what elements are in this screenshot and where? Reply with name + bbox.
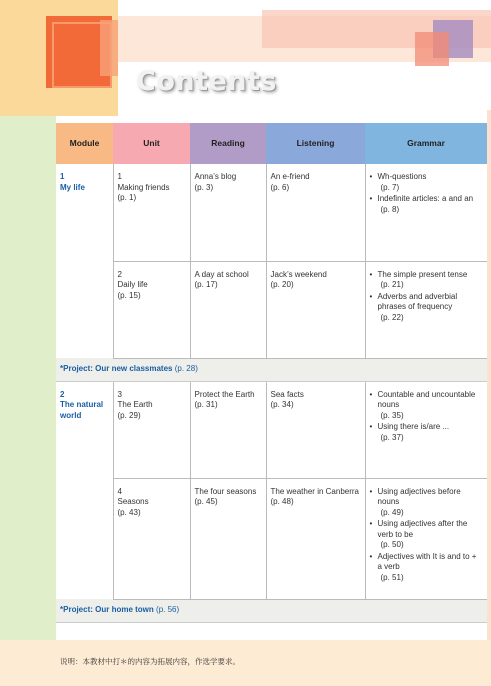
module-name: My life	[60, 182, 85, 192]
listening-cell	[266, 164, 365, 261]
project-label: *Project: Our new classmates	[60, 363, 173, 373]
grammar-cell	[365, 381, 487, 478]
red-square	[415, 32, 449, 66]
reading-title: Protect the Earth	[194, 389, 255, 399]
header-reading: Reading	[190, 123, 266, 164]
listening-cell	[266, 381, 365, 478]
page-title: Contents	[136, 66, 278, 97]
listening-title: The weather in Canberra	[270, 486, 359, 496]
unit-title: Daily life	[117, 280, 148, 289]
unit-page: (p. 15)	[117, 290, 141, 300]
header-module: Module	[56, 123, 113, 164]
reading-title: A day at school	[194, 269, 249, 279]
project-cell	[56, 358, 487, 381]
unit-title: Seasons	[117, 497, 149, 506]
grammar-cell	[365, 164, 487, 261]
contents-table	[56, 123, 487, 623]
reading-cell	[190, 381, 266, 478]
orange-small-square	[100, 20, 118, 76]
grammar-item: • Countable and uncountable nouns (p. 35)	[370, 390, 484, 422]
reading-page: (p. 45)	[194, 497, 218, 506]
reading-cell	[190, 261, 266, 358]
unit-cell	[113, 381, 190, 478]
listening-page: (p. 6)	[270, 182, 290, 192]
module-cell	[56, 164, 113, 358]
listening-cell	[266, 261, 365, 358]
reading-cell	[190, 478, 266, 599]
header-listening: Listening	[266, 123, 365, 164]
table-row	[56, 381, 487, 478]
unit-cell	[113, 478, 190, 599]
module-cell	[56, 381, 113, 599]
listening-page: (p. 20)	[270, 280, 294, 289]
unit-title: The Earth	[117, 400, 153, 409]
listening-cell	[266, 478, 365, 599]
grammar-cell	[365, 478, 487, 599]
reading-page: (p. 31)	[194, 400, 218, 409]
reading-title: The four seasons	[194, 486, 257, 496]
project-cell	[56, 599, 487, 622]
project-page: (p. 28)	[174, 363, 198, 373]
module-number: 2	[60, 389, 65, 399]
header-grammar: Grammar	[365, 123, 487, 164]
unit-page: (p. 29)	[117, 410, 141, 420]
project-page: (p. 56)	[156, 604, 180, 614]
grammar-cell	[365, 261, 487, 358]
unit-page: (p. 1)	[117, 193, 137, 202]
listening-page: (p. 48)	[270, 497, 294, 506]
grammar-item: • Adjectives with It is and to + a verb (p. 51)	[370, 552, 484, 584]
table-row	[56, 164, 487, 261]
unit-cell	[113, 164, 190, 261]
footnote: 说明：本教材中打＊的内容为拓展内容，作选学要求。	[60, 657, 240, 666]
reading-title: Anna’s blog	[194, 172, 237, 181]
unit-cell	[113, 261, 190, 358]
module-name: The natural world	[60, 400, 104, 420]
listening-title: Jack’s weekend	[270, 269, 327, 279]
unit-page: (p. 43)	[117, 507, 141, 517]
unit-number: 1	[117, 172, 122, 181]
listening-page: (p. 34)	[270, 400, 294, 409]
grammar-item: • Using adjectives before nouns (p. 49)	[370, 487, 484, 519]
project-label: *Project: Our home town	[60, 604, 154, 614]
grammar-item: • The simple present tense (p. 21)	[370, 270, 484, 291]
project-row	[56, 358, 487, 381]
right-white-edge	[487, 110, 491, 640]
header-unit: Unit	[113, 123, 190, 164]
reading-page: (p. 17)	[194, 280, 218, 289]
table-row	[56, 478, 487, 599]
unit-title: Making friends	[117, 182, 170, 192]
unit-number: 4	[117, 486, 122, 496]
grammar-item: • Using there is/are ... (p. 37)	[370, 422, 484, 443]
listening-title: An e-friend	[270, 172, 310, 181]
grammar-item: • Indefinite articles: a and an (p. 8)	[370, 194, 484, 215]
grammar-item: • Using adjectives after the verb to be (p. 50)	[370, 519, 484, 551]
reading-page: (p. 3)	[194, 182, 214, 192]
unit-number: 2	[117, 269, 122, 279]
left-green-strip	[0, 116, 56, 646]
table-row	[56, 261, 487, 358]
module-number: 1	[60, 172, 65, 181]
unit-number: 3	[117, 389, 122, 399]
reading-cell	[190, 164, 266, 261]
listening-title: Sea facts	[270, 389, 304, 399]
grammar-item: • Wh-questions (p. 7)	[370, 172, 484, 193]
grammar-item: • Adverbs and adverbial phrases of frequency (p. 22)	[370, 292, 484, 324]
project-row	[56, 599, 487, 622]
